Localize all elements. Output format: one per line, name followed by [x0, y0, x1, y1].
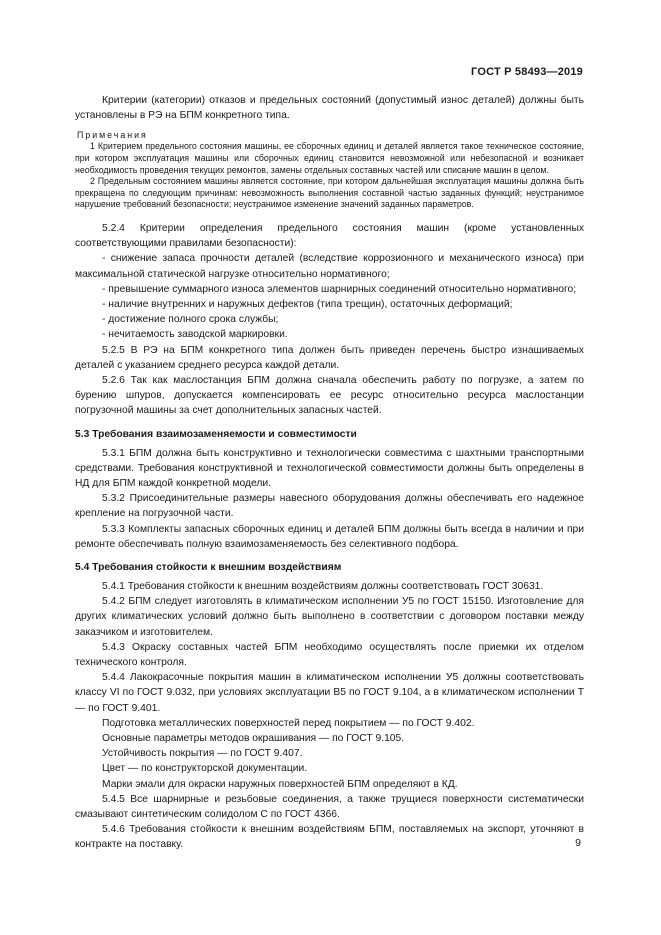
standard-header: ГОСТ Р 58493—2019 — [471, 66, 583, 78]
paragraph-5-4-3: 5.4.3 Окраску составных частей БПМ необходимо осуществлять после приемки их отделом технического контроля. — [75, 641, 584, 669]
note-2: 2 Предельным состоянием машины является состояние, при котором дальнейшая эксплуатация машины должна быть прекращена по следующим причинам: невозможность выполнения составной частью заданных функций; неустранимое нарушение требований безопасности; неустранимое изменение значений заданных параметров. — [75, 176, 584, 210]
section-heading-5-4: 5.4 Требования стойкости к внешним воздействиям — [75, 562, 342, 574]
paragraph-5-4-1: 5.4.1 Требования стойкости к внешним воздействиям должны соответствовать ГОСТ 30631. — [102, 581, 544, 593]
paragraph-painting-params: Основные параметры методов окрашивания — по ГОСТ 9.105. — [102, 733, 405, 745]
note-1: 1 Критерием предельного состояния машины, ее сборочных единиц и деталей является такое техническое состояние, при котором эксплуатация машины или сборочных единиц становится невозможной или небезопасной и возникает необходимость проведения текущих ремонтов, замены отдельных составных частей или списание машин в целом. — [75, 141, 584, 175]
paragraph-5-4-4: 5.4.4 Лакокрасочные покрытия машин в климатическом исполнении У5 должны соответствовать классу VI по ГОСТ 9.032, при условиях эксплуатации В5 по ГОСТ 9.104, а в климатическом исполнении Т — по ГОСТ 9.401. — [75, 672, 584, 714]
notes-title: Примечания — [77, 130, 148, 141]
paragraph-5-4-6: 5.4.6 Требования стойкости к внешним воздействиям БПМ, поставляемых на экспорт, уточняют в контракте на поставку. — [75, 824, 584, 851]
paragraph-5-4-2: 5.4.2 БПМ следует изготовлять в климатическом исполнении У5 по ГОСТ 15150. Изготовление для других климатических условий должно быть выполнено в соответствии с договором поставки между заказчиком и изготовителем. — [75, 596, 584, 638]
paragraph-5-4-5: 5.4.5 Все шарнирные и резьбовые соединения, а также трущиеся поверхности систематически смазывают синтетическим солидолом С по ГОСТ 4366. — [75, 793, 584, 821]
bullet-item: - достижение полного срока службы; — [102, 314, 279, 326]
paragraph-5-2-4: 5.2.4 Критерии определения предельного состояния машин (кроме установленных соответствующими правилами безопасности): — [75, 222, 584, 250]
section-heading-5-3: 5.3 Требования взаимозаменяемости и совместимости — [75, 428, 357, 440]
page-content — [75, 93, 584, 853]
bullet-item: - нечитаемость заводской маркировки. — [102, 329, 288, 341]
paragraph-5-3-1: 5.3.1 БПМ должна быть конструктивно и технологически совместима с шахтными транспортными средствами. Требования конструктивной и технологической совместимости должны быть определены в НД для БПМ каждой конкретной модели. — [75, 447, 584, 490]
paragraph-5-3-2: 5.3.2 Присоединительные размеры навесного оборудования должны обеспечивать его надежное крепление на погрузочной части. — [75, 493, 584, 520]
paragraph-5-2-5: 5.2.5 В РЭ на БПМ конкретного типа должен быть приведен перечень быстро изнашиваемых деталей с указанием среднего ресурса каждой детали. — [75, 344, 584, 371]
intro-paragraph: Критерии (категории) отказов и предельных состояний (допустимый износ деталей) должны быть установлены в РЭ на БПМ конкретного типа. — [75, 95, 584, 122]
bullet-item: - наличие внутренних и наружных дефектов (типа трещин), остаточных деформаций; — [102, 298, 513, 310]
paragraph-enamel-brands: Марки эмали для окраски наружных поверхностей БПМ определяют в КД. — [102, 778, 458, 790]
bullet-item: - превышение суммарного износа элементов шарнирных соединений относительно нормативного; — [102, 283, 577, 295]
paragraph-color: Цвет — по конструкторской документации. — [102, 763, 308, 775]
paragraph-5-3-3: 5.3.3 Комплекты запасных сборочных единиц и деталей БПМ должны быть всегда в наличии и при ремонте обеспечивать полную взаимозаменяемость без селективного подбора. — [75, 523, 584, 550]
paragraph-coating-stability: Устойчивость покрытия — по ГОСТ 9.407. — [102, 748, 303, 760]
paragraph-5-2-6: 5.2.6 Так как маслостанция БПМ должна сначала обеспечить работу по погрузке, а затем по бурению шпуров, допускается компенсировать ее ресурс относительно ресурса маслостанции погрузочной машины за счет дополнительных запасных частей. — [75, 375, 584, 417]
paragraph-surface-prep: Подготовка металлических поверхностей перед покрытием — по ГОСТ 9.402. — [102, 717, 475, 729]
page-number: 9 — [575, 837, 581, 849]
bullet-item: - снижение запаса прочности деталей (вследствие коррозионного и механического износа) при максимальной статической нагрузке относительно нормативного; — [75, 253, 584, 280]
